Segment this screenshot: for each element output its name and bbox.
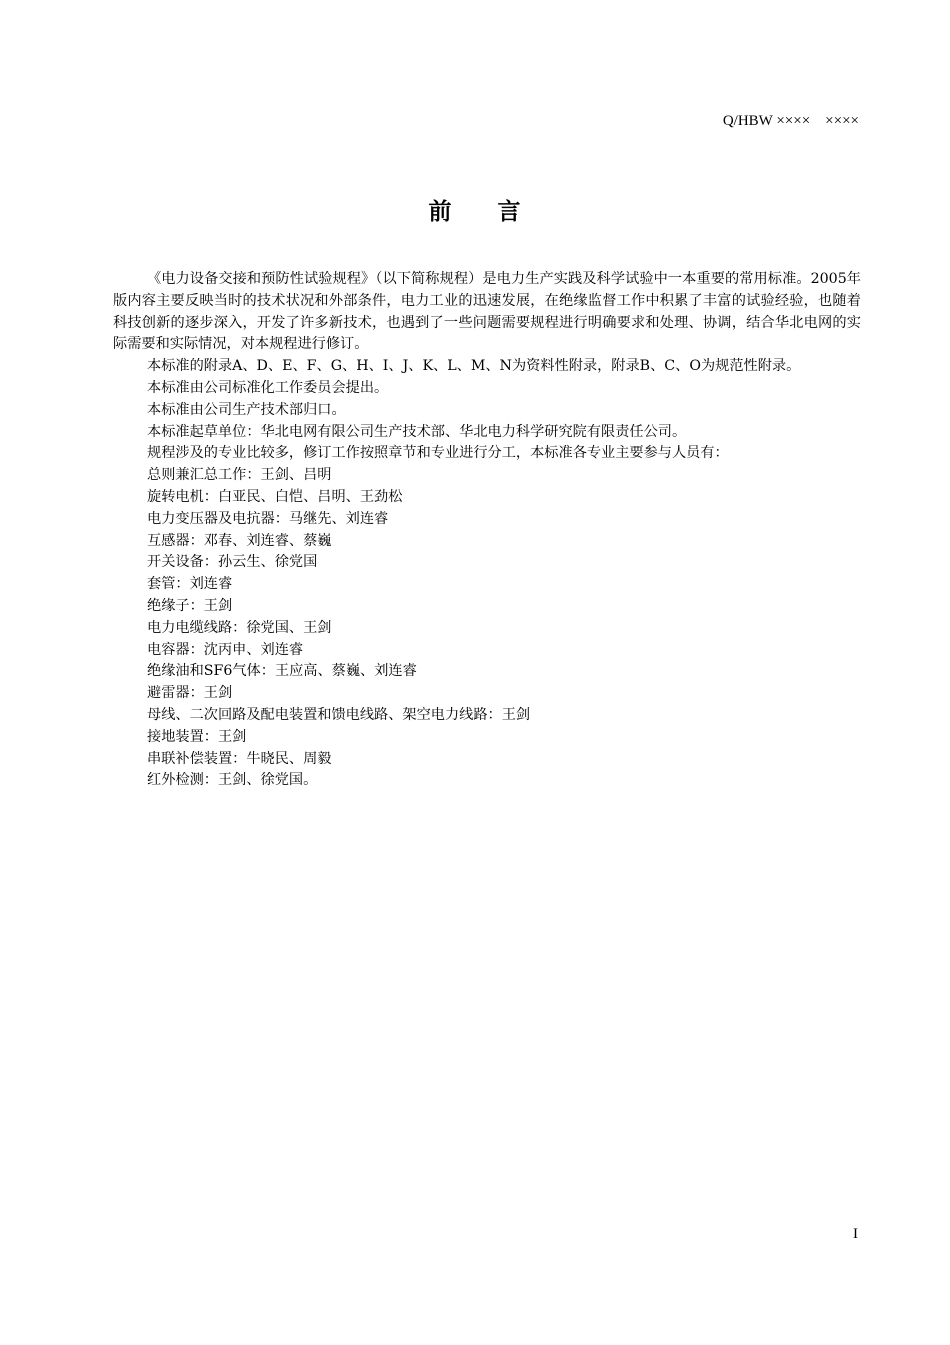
- participant-line: 红外检测：王剑、徐党国。: [147, 772, 318, 789]
- participant-line: 套管：刘连睿: [147, 576, 233, 593]
- page-title: 前 言: [428, 198, 522, 225]
- foreword-body: [113, 269, 861, 792]
- participant-line: 电容器：沈丙申、刘连睿: [147, 641, 304, 658]
- standard-code: Q/HBW ×××× ××××: [722, 113, 859, 129]
- participant-line: 旋转电机：白亚民、白恺、吕明、王劲松: [147, 488, 403, 505]
- drafting-units-note: 本标准起草单位：华北电网有限公司生产技术部、华北电力科学研究院有限责任公司。: [147, 423, 687, 440]
- participant-line: 串联补偿装置：牛晓民、周毅: [147, 750, 332, 767]
- participant-line: 绝缘油和SF6气体：王应高、蔡巍、刘连睿: [147, 663, 417, 680]
- participant-line: 避雷器：王剑: [147, 685, 233, 702]
- participants-intro: 规程涉及的专业比较多，修订工作按照章节和专业进行分工，本标准各专业主要参与人员有：: [147, 445, 729, 462]
- administrator-note: 本标准由公司生产技术部归口。: [147, 401, 346, 418]
- participant-line: 开关设备：孙云生、徐党国: [147, 554, 318, 571]
- participant-line: 绝缘子：王剑: [147, 597, 233, 614]
- proposer-note: 本标准由公司标准化工作委员会提出。: [147, 379, 389, 396]
- intro-paragraph: 《电力设备交接和预防性试验规程》（以下简称规程）是电力生产实践及科学试验中一本重要的常用标准。2005年版内容主要反映当时的技术状况和外部条件，电力工业的迅速发展，在绝缘监督工作中积累了丰富的试验经验，也随着科技创新的逐步深入，开发了许多新技术，也遇到了一些问题需要规程进行明确要求和处理、协调，结合华北电网的实际需要和实际情况，对本规程进行修订。: [113, 271, 861, 353]
- participant-line: 互感器：邓春、刘连睿、蔡巍: [147, 532, 332, 549]
- participant-line: 母线、二次回路及配电装置和馈电线路、架空电力线路：王剑: [147, 706, 531, 723]
- page-number: I: [853, 1226, 858, 1242]
- participant-line: 电力变压器及电抗器：马继先、刘连睿: [147, 510, 389, 527]
- appendix-note: 本标准的附录A、D、E、F、G、H、I、J、K、L、M、N为资料性附录，附录B、C、O为规范性附录。: [147, 358, 801, 375]
- participant-line: 电力电缆线路：徐党国、王剑: [147, 619, 332, 636]
- participant-line: 接地装置：王剑: [147, 728, 247, 745]
- participant-line: 总则兼汇总工作：王剑、吕明: [147, 467, 332, 484]
